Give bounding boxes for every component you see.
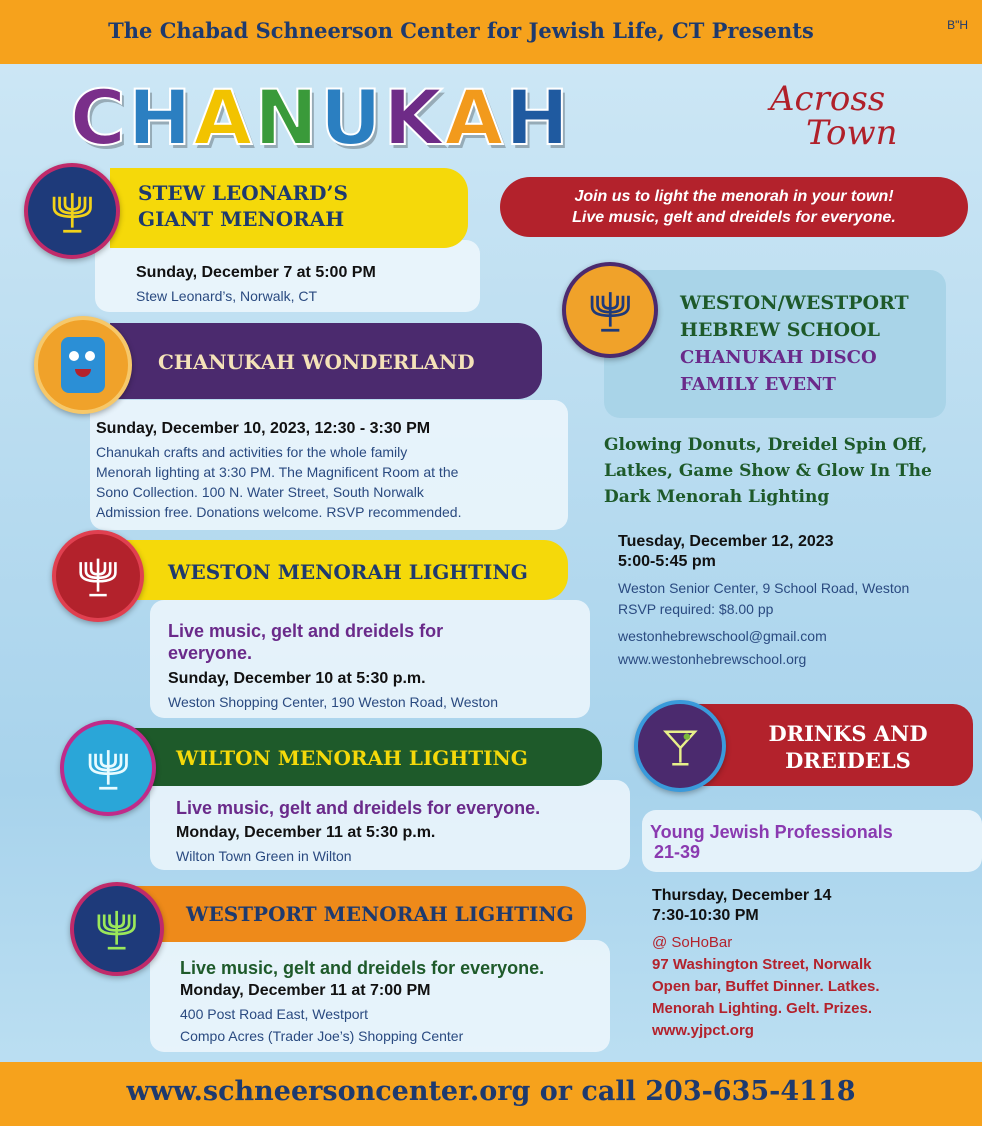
across-town-script xyxy=(770,79,970,153)
hebrew-activities-2: Latkes, Game Show & Glow In The xyxy=(604,461,932,481)
wonderland-line-1: Chanukah crafts and activities for the whole family xyxy=(96,444,408,460)
cocktail-icon xyxy=(656,722,705,771)
title-letter: U xyxy=(319,73,384,162)
title-letter: C xyxy=(70,73,128,162)
title-letter: H xyxy=(127,73,194,162)
wilton-menorah-badge xyxy=(60,720,156,816)
wonderland-date: Sunday, December 10, 2023, 12:30 - 3:30 PM xyxy=(96,420,431,437)
westport-menorah-badge xyxy=(70,882,164,976)
hebrew-activities-3: Dark Menorah Lighting xyxy=(604,487,830,507)
drinks-address: 97 Washington Street, Norwalk xyxy=(652,956,872,973)
westport-location-1: 400 Post Road East, Westport xyxy=(180,1006,369,1022)
drinks-venue: @ SoHoBar xyxy=(652,934,733,951)
title-letter: A xyxy=(444,73,506,162)
presenter-line: The Chabad Schneerson Center for Jewish Life, CT Presents xyxy=(108,18,814,43)
drinks-website[interactable]: www.yjpct.org xyxy=(652,1022,754,1039)
weston-title: WESTON MENORAH LIGHTING xyxy=(168,560,528,584)
wonderland-line-4: Admission free. Donations welcome. RSVP recommended. xyxy=(96,504,462,520)
stew-location: Stew Leonard’s, Norwalk, CT xyxy=(136,288,318,304)
bottom-banner xyxy=(0,1062,982,1126)
westport-location-2: Compo Acres (Trader Joe’s) Shopping Center xyxy=(180,1028,464,1044)
drinks-title xyxy=(738,720,958,774)
wonderland-dreidel-badge xyxy=(34,316,132,414)
weston-highlight-line2: everyone. xyxy=(168,643,253,663)
hebrew-school-menorah-badge xyxy=(562,262,658,358)
wilton-date: Monday, December 11 at 5:30 p.m. xyxy=(176,824,436,841)
hebrew-school-title xyxy=(680,290,909,398)
stew-title-line2: GIANT MENORAH xyxy=(138,207,345,231)
weston-highlight-line1: Live music, gelt and dreidels for xyxy=(168,621,444,641)
weston-highlight xyxy=(168,620,443,664)
westport-title: WESTPORT MENORAH LIGHTING xyxy=(186,902,574,926)
hebrew-title-line1: WESTON/WESTPORT xyxy=(680,292,909,314)
drinks-audience-1: Young Jewish Professionals xyxy=(650,822,893,842)
main-title xyxy=(70,73,571,162)
westport-date: Monday, December 11 at 7:00 PM xyxy=(180,982,431,999)
menorah-icon xyxy=(583,283,638,338)
hebrew-email[interactable]: westonhebrewschool@gmail.com xyxy=(618,628,827,644)
drinks-date-2: 7:30-10:30 PM xyxy=(652,907,759,924)
stew-date: Sunday, December 7 at 5:00 PM xyxy=(136,264,376,281)
hebrew-sub-line2: FAMILY EVENT xyxy=(680,374,836,395)
title-letter: A xyxy=(193,73,255,162)
hebrew-location: Weston Senior Center, 9 School Road, Weston xyxy=(618,580,910,596)
menorah-icon xyxy=(81,741,136,796)
intro-line-2: Live music, gelt and dreidels for everyone. xyxy=(572,209,896,226)
across-word: Across xyxy=(770,79,886,119)
hebrew-activities xyxy=(604,432,932,510)
hebrew-date xyxy=(618,532,834,572)
wilton-highlight: Live music, gelt and dreidels for everyone. xyxy=(176,798,541,818)
weston-date: Sunday, December 10 at 5:30 p.m. xyxy=(168,670,426,687)
wilton-location: Wilton Town Green in Wilton xyxy=(176,848,352,864)
title-letter: N xyxy=(254,73,320,162)
drinks-details xyxy=(652,932,880,1042)
stew-menorah-badge xyxy=(24,163,120,259)
menorah-icon xyxy=(72,550,124,602)
intro-banner xyxy=(500,177,968,237)
menorah-icon xyxy=(45,184,100,239)
hebrew-sub-line1: CHANUKAH DISCO xyxy=(680,347,877,368)
hebrew-rsvp: RSVP required: $8.00 pp xyxy=(618,601,774,617)
wonderland-line-3: Sono Collection. 100 N. Water Street, South Norwalk xyxy=(96,484,424,500)
drinks-badge xyxy=(634,700,726,792)
wilton-title: WILTON MENORAH LIGHTING xyxy=(176,746,528,770)
wonderland-line-2: Menorah lighting at 3:30 PM. The Magnificent Room at the xyxy=(96,464,459,480)
drinks-date xyxy=(652,886,831,926)
stew-title-line1: STEW LEONARD’S xyxy=(138,181,348,205)
hebrew-activities-1: Glowing Donuts, Dreidel Spin Off, xyxy=(604,435,928,455)
drinks-date-1: Thursday, December 14 xyxy=(652,887,832,904)
menorah-icon xyxy=(90,902,143,955)
drinks-audience-2: 21-39 xyxy=(654,842,701,862)
drinks-audience xyxy=(650,822,893,862)
drinks-extras-2: Menorah Lighting. Gelt. Prizes. xyxy=(652,1000,873,1017)
drinks-title-line1: DRINKS AND xyxy=(768,721,928,746)
wonderland-details xyxy=(96,442,461,522)
title-letter: K xyxy=(383,73,445,162)
drinks-extras-1: Open bar, Buffet Dinner. Latkes. xyxy=(652,978,880,995)
drinks-title-line2: DREIDELS xyxy=(785,748,911,773)
town-word: Town xyxy=(806,113,898,153)
hebrew-date-1: Tuesday, December 12, 2023 xyxy=(618,533,834,550)
weston-location: Weston Shopping Center, 190 Weston Road, Weston xyxy=(168,694,498,710)
top-banner xyxy=(0,0,982,64)
bh-mark: B"H xyxy=(947,18,968,32)
dreidel-character-icon xyxy=(61,337,105,393)
hebrew-website[interactable]: www.westonhebrewschool.org xyxy=(618,651,807,667)
weston-menorah-badge xyxy=(52,530,144,622)
footer-contact[interactable]: www.schneersoncenter.org or call 203-635-4118 xyxy=(126,1076,856,1107)
stew-title xyxy=(138,180,348,232)
title-letter: H xyxy=(505,73,571,162)
intro-line-1: Join us to light the menorah in your town! xyxy=(574,188,894,205)
hebrew-title-line2: HEBREW SCHOOL xyxy=(680,319,880,341)
westport-highlight: Live music, gelt and dreidels for everyone. xyxy=(180,958,545,978)
wonderland-title: CHANUKAH WONDERLAND xyxy=(158,350,475,374)
hebrew-date-2: 5:00-5:45 pm xyxy=(618,553,716,570)
